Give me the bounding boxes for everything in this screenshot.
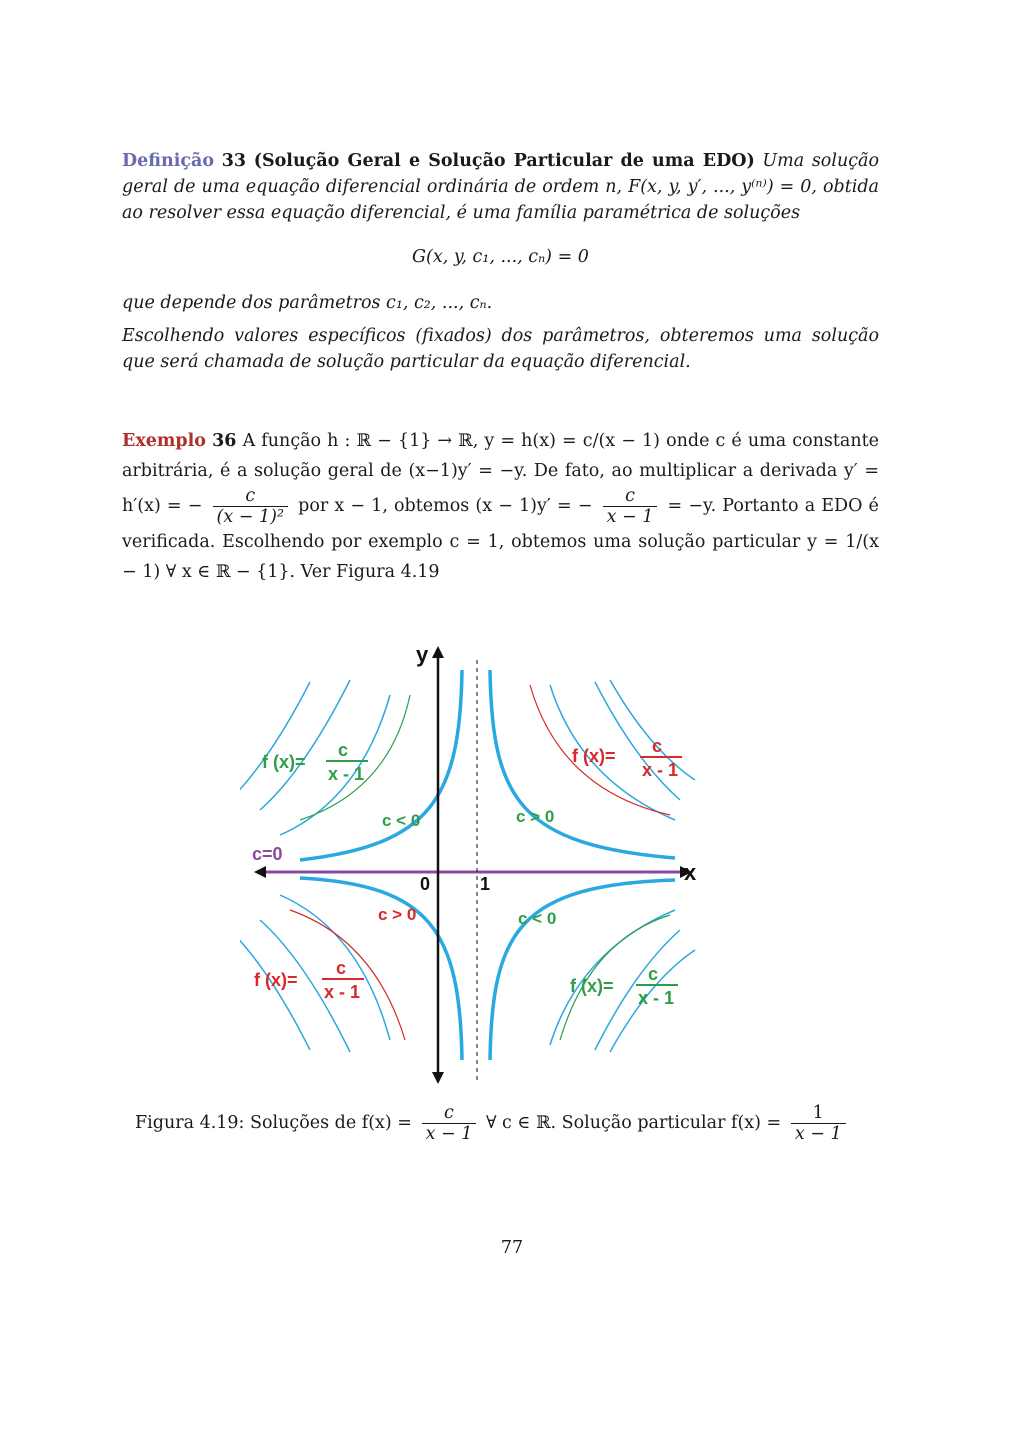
formula-num: c [338,740,349,760]
caption-middle: ∀ c ∈ ℝ. Solução particular f(x) = [485,1113,782,1133]
y-axis-label: y [416,642,429,667]
example-number: 36 [212,431,237,451]
y-axis-arrow-up [432,646,444,658]
curve [595,682,680,800]
definition-equation: G(x, y, c₁, ..., cₙ) = 0 [412,247,589,267]
formula-lhs: f (x)= [262,752,306,772]
formula-lhs: f (x)= [572,746,616,766]
formula-num: c [336,958,347,978]
example-label: Exemplo [122,431,206,451]
figure-caption [135,1103,895,1144]
curve [280,895,390,1040]
formula-lhs: f (x)= [570,976,614,996]
x-axis-arrow-left [254,866,266,878]
label-c-positive: c > 0 [516,807,555,826]
example-text-part3: = −y. Portanto a EDO é verificada. Escolhendo por exemplo c = 1, obtemos uma solução particular y = 1/(x − 1) ∀ x ∈ ℝ − {1}. Ver Figura 4.19 [122,496,879,582]
y-axis-arrow-down [432,1072,444,1084]
formula-bottom-right [570,964,678,1008]
label-c-positive: c > 0 [378,905,417,924]
caption-fraction-general [422,1103,477,1144]
definition-paragraph [122,148,879,226]
formula-den: x - 1 [328,764,365,784]
example-text-part1: A função h : ℝ − {1} → ℝ, y = h(x) = c/(x − 1) onde c é uma constante arbitrária, é a solução geral de (x−1)y′ = −y. De fato, ao multiplicar a derivada y′ = h′(x) = − [122,431,879,516]
curve-family-blue [240,680,695,1052]
page-number: 77 [500,1238,524,1258]
c-zero-label: c=0 [252,844,283,864]
formula-top-right [572,736,682,780]
fraction-numerator: 1 [791,1103,846,1124]
fraction-numerator: c [603,486,658,507]
figure-4-19 [240,640,710,1090]
fraction-derivative [213,486,288,527]
label-c-negative: c < 0 [518,909,557,928]
label-c-negative: c < 0 [382,811,421,830]
definition-text: Uma solução geral de uma equação diferencial ordinária de ordem n, F(x, y, y′, ..., y⁽ⁿ⁾) = 0, obtida ao resolver essa equação diferencial, é uma família paramétrica de soluções [122,151,879,223]
fraction-denominator: x − 1 [425,1124,473,1144]
x-axis-label: x [684,860,697,885]
formula-top-left [262,740,368,784]
definition-number: 33 [221,151,247,171]
fraction-numerator: c [213,486,288,507]
formula-den: x - 1 [638,988,675,1008]
formula-num: c [652,736,663,756]
formula-num: c [648,964,659,984]
definition-title: (Solução Geral e Solução Particular de uma EDO) [253,151,755,171]
formula-den: x - 1 [324,982,361,1002]
caption-prefix: Figura 4.19: Soluções de f(x) = [135,1113,412,1133]
origin-label: 0 [420,874,431,894]
formula-lhs: f (x)= [254,970,298,990]
definition-parameters-text: que depende dos parâmetros c₁, c₂, ..., cₙ. [122,293,493,313]
definition-label: Definição [122,151,215,171]
fraction-numerator: c [422,1103,477,1124]
fraction-product [603,486,658,527]
example-paragraph [122,426,879,587]
formula-den: x - 1 [642,760,679,780]
fraction-denominator: (x − 1)² [216,507,284,527]
curve [300,695,410,820]
one-label: 1 [480,874,491,894]
fraction-denominator: x − 1 [606,507,654,527]
caption-fraction-particular [791,1103,846,1144]
definition-particular-text: Escolhendo valores específicos (fixados) dos parâmetros, obteremos uma solução que será chamada de solução particular da equação diferencial. [122,326,879,372]
fraction-denominator: x − 1 [794,1124,842,1144]
example-text-part2: por x − 1, obtemos (x − 1)y′ = − [298,496,593,516]
curve [240,930,310,1050]
curve [240,682,310,800]
